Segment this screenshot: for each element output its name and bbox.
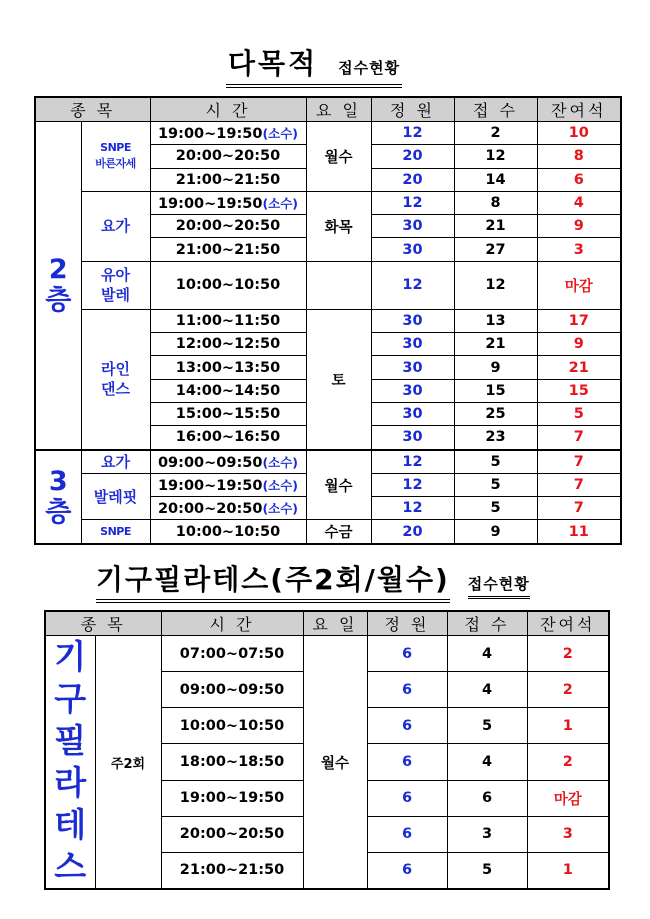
time-cell: 10:00~10:50 bbox=[150, 261, 306, 309]
capacity-cell: 20 bbox=[371, 145, 454, 168]
section1-title-main: 다목적 bbox=[228, 47, 319, 80]
capacity-cell: 20 bbox=[371, 168, 454, 191]
table-row bbox=[35, 261, 621, 309]
category-label: 발레핏 bbox=[81, 473, 150, 520]
remaining-cell: 4 bbox=[537, 191, 621, 214]
program-label: 기 구 필 라 테 스 bbox=[45, 636, 95, 890]
category-label: 요가 bbox=[81, 191, 150, 261]
day-cell: 수금 bbox=[306, 520, 371, 544]
registered-cell: 15 bbox=[454, 379, 537, 402]
header-category: 종 목 bbox=[45, 611, 161, 636]
floor-label: 3 층 bbox=[35, 450, 81, 544]
category-label: 요가 bbox=[81, 450, 150, 474]
registered-cell: 5 bbox=[454, 497, 537, 520]
category-label: 유아 발레 bbox=[81, 261, 150, 309]
time-cell: 11:00~11:50 bbox=[150, 309, 306, 332]
time-cell: 10:00~10:50 bbox=[150, 520, 306, 544]
time-cell: 19:00~19:50 bbox=[161, 780, 303, 816]
header-day: 요 일 bbox=[303, 611, 367, 636]
registered-cell: 12 bbox=[454, 145, 537, 168]
floor-label: 2 층 bbox=[35, 122, 81, 450]
time-cell: 13:00~13:50 bbox=[150, 356, 306, 379]
time-cell: 21:00~21:50 bbox=[150, 168, 306, 191]
remaining-cell: 9 bbox=[537, 333, 621, 356]
remaining-cell: 7 bbox=[537, 473, 621, 496]
time-cell: 20:00~20:50 bbox=[150, 215, 306, 238]
registered-cell: 23 bbox=[454, 426, 537, 450]
capacity-cell: 30 bbox=[371, 379, 454, 402]
table-row bbox=[45, 636, 609, 672]
category-label: SNPE bbox=[81, 520, 150, 544]
day-cell: 화목 bbox=[306, 191, 371, 261]
capacity-cell: 12 bbox=[371, 473, 454, 496]
capacity-cell: 30 bbox=[371, 309, 454, 332]
registered-cell: 4 bbox=[447, 636, 527, 672]
time-cell: 07:00~07:50 bbox=[161, 636, 303, 672]
capacity-cell: 30 bbox=[371, 356, 454, 379]
registered-cell: 9 bbox=[454, 356, 537, 379]
capacity-cell: 30 bbox=[371, 402, 454, 425]
registered-cell: 21 bbox=[454, 333, 537, 356]
header-remaining: 잔여석 bbox=[527, 611, 609, 636]
capacity-cell: 6 bbox=[367, 672, 447, 708]
time-cell: 20:00~20:50(소수) bbox=[150, 497, 306, 520]
registered-cell: 12 bbox=[454, 261, 537, 309]
time-cell: 20:00~20:50 bbox=[150, 145, 306, 168]
time-cell: 12:00~12:50 bbox=[150, 333, 306, 356]
section2-title-sub: 접수현황 bbox=[468, 573, 530, 599]
header-day: 요 일 bbox=[306, 97, 371, 122]
registered-cell: 14 bbox=[454, 168, 537, 191]
remaining-cell: 3 bbox=[537, 238, 621, 261]
remaining-cell: 8 bbox=[537, 145, 621, 168]
registered-cell: 5 bbox=[447, 852, 527, 889]
time-cell: 10:00~10:50 bbox=[161, 708, 303, 744]
section1-title-sub: 접수현황 bbox=[338, 59, 401, 77]
time-cell: 19:00~19:50(소수) bbox=[150, 122, 306, 145]
remaining-cell: 6 bbox=[537, 168, 621, 191]
time-cell: 21:00~21:50 bbox=[150, 238, 306, 261]
registered-cell: 5 bbox=[454, 473, 537, 496]
registered-cell: 13 bbox=[454, 309, 537, 332]
remaining-cell: 7 bbox=[537, 450, 621, 474]
section2-header-row bbox=[45, 611, 609, 636]
header-capacity: 정 원 bbox=[371, 97, 454, 122]
header-category: 종 목 bbox=[35, 97, 150, 122]
time-cell: 18:00~18:50 bbox=[161, 744, 303, 780]
day-cell bbox=[306, 261, 371, 309]
remaining-cell: 2 bbox=[527, 636, 609, 672]
time-cell: 19:00~19:50(소수) bbox=[150, 191, 306, 214]
day-cell: 토 bbox=[306, 309, 371, 449]
category-label: 라인 댄스 bbox=[81, 309, 150, 449]
time-cell: 21:00~21:50 bbox=[161, 852, 303, 889]
capacity-cell: 6 bbox=[367, 852, 447, 889]
capacity-cell: 12 bbox=[371, 122, 454, 145]
remaining-cell: 1 bbox=[527, 708, 609, 744]
table-row bbox=[35, 309, 621, 332]
registered-cell: 8 bbox=[454, 191, 537, 214]
header-registered: 접 수 bbox=[454, 97, 537, 122]
registered-cell: 3 bbox=[447, 816, 527, 852]
header-capacity: 정 원 bbox=[367, 611, 447, 636]
header-remaining: 잔여석 bbox=[537, 97, 621, 122]
remaining-cell: 1 bbox=[527, 852, 609, 889]
table-row bbox=[35, 191, 621, 214]
time-cell: 09:00~09:50(소수) bbox=[150, 450, 306, 474]
category-label: 주2회 bbox=[95, 636, 161, 890]
header-registered: 접 수 bbox=[447, 611, 527, 636]
remaining-cell: 9 bbox=[537, 215, 621, 238]
remaining-cell: 7 bbox=[537, 426, 621, 450]
registered-cell: 9 bbox=[454, 520, 537, 544]
capacity-cell: 30 bbox=[371, 333, 454, 356]
table-row bbox=[35, 450, 621, 474]
remaining-cell: 10 bbox=[537, 122, 621, 145]
remaining-cell: 마감 bbox=[527, 780, 609, 816]
remaining-cell: 5 bbox=[537, 402, 621, 425]
remaining-cell: 15 bbox=[537, 379, 621, 402]
capacity-cell: 6 bbox=[367, 780, 447, 816]
section2-title bbox=[96, 558, 530, 603]
capacity-cell: 12 bbox=[371, 450, 454, 474]
capacity-cell: 12 bbox=[371, 191, 454, 214]
registered-cell: 4 bbox=[447, 744, 527, 780]
day-cell: 월수 bbox=[303, 636, 367, 890]
capacity-cell: 6 bbox=[367, 708, 447, 744]
capacity-cell: 12 bbox=[371, 497, 454, 520]
table-row bbox=[35, 520, 621, 544]
section2-table bbox=[44, 610, 610, 890]
remaining-cell: 마감 bbox=[537, 261, 621, 309]
remaining-cell: 7 bbox=[537, 497, 621, 520]
remaining-cell: 2 bbox=[527, 744, 609, 780]
registered-cell: 5 bbox=[454, 450, 537, 474]
section1-title bbox=[226, 42, 402, 88]
remaining-cell: 2 bbox=[527, 672, 609, 708]
registered-cell: 25 bbox=[454, 402, 537, 425]
registered-cell: 6 bbox=[447, 780, 527, 816]
capacity-cell: 12 bbox=[371, 261, 454, 309]
registered-cell: 2 bbox=[454, 122, 537, 145]
table-row bbox=[35, 122, 621, 145]
remaining-cell: 3 bbox=[527, 816, 609, 852]
capacity-cell: 6 bbox=[367, 744, 447, 780]
remaining-cell: 21 bbox=[537, 356, 621, 379]
section2-title-main: 기구필라테스(주2회/월수) bbox=[96, 558, 450, 603]
time-cell: 19:00~19:50(소수) bbox=[150, 473, 306, 496]
time-cell: 15:00~15:50 bbox=[150, 402, 306, 425]
header-time: 시 간 bbox=[161, 611, 303, 636]
capacity-cell: 30 bbox=[371, 215, 454, 238]
registered-cell: 21 bbox=[454, 215, 537, 238]
time-cell: 20:00~20:50 bbox=[161, 816, 303, 852]
capacity-cell: 30 bbox=[371, 238, 454, 261]
registered-cell: 5 bbox=[447, 708, 527, 744]
registered-cell: 4 bbox=[447, 672, 527, 708]
capacity-cell: 6 bbox=[367, 816, 447, 852]
capacity-cell: 20 bbox=[371, 520, 454, 544]
time-cell: 14:00~14:50 bbox=[150, 379, 306, 402]
registered-cell: 27 bbox=[454, 238, 537, 261]
capacity-cell: 6 bbox=[367, 636, 447, 672]
time-cell: 16:00~16:50 bbox=[150, 426, 306, 450]
day-cell: 월수 bbox=[306, 450, 371, 520]
day-cell: 월수 bbox=[306, 122, 371, 192]
header-time: 시 간 bbox=[150, 97, 306, 122]
capacity-cell: 30 bbox=[371, 426, 454, 450]
time-cell: 09:00~09:50 bbox=[161, 672, 303, 708]
remaining-cell: 11 bbox=[537, 520, 621, 544]
section1-header-row bbox=[35, 97, 621, 122]
remaining-cell: 17 bbox=[537, 309, 621, 332]
category-label: SNPE 바른자세 bbox=[81, 122, 150, 192]
section1-table bbox=[34, 96, 622, 545]
